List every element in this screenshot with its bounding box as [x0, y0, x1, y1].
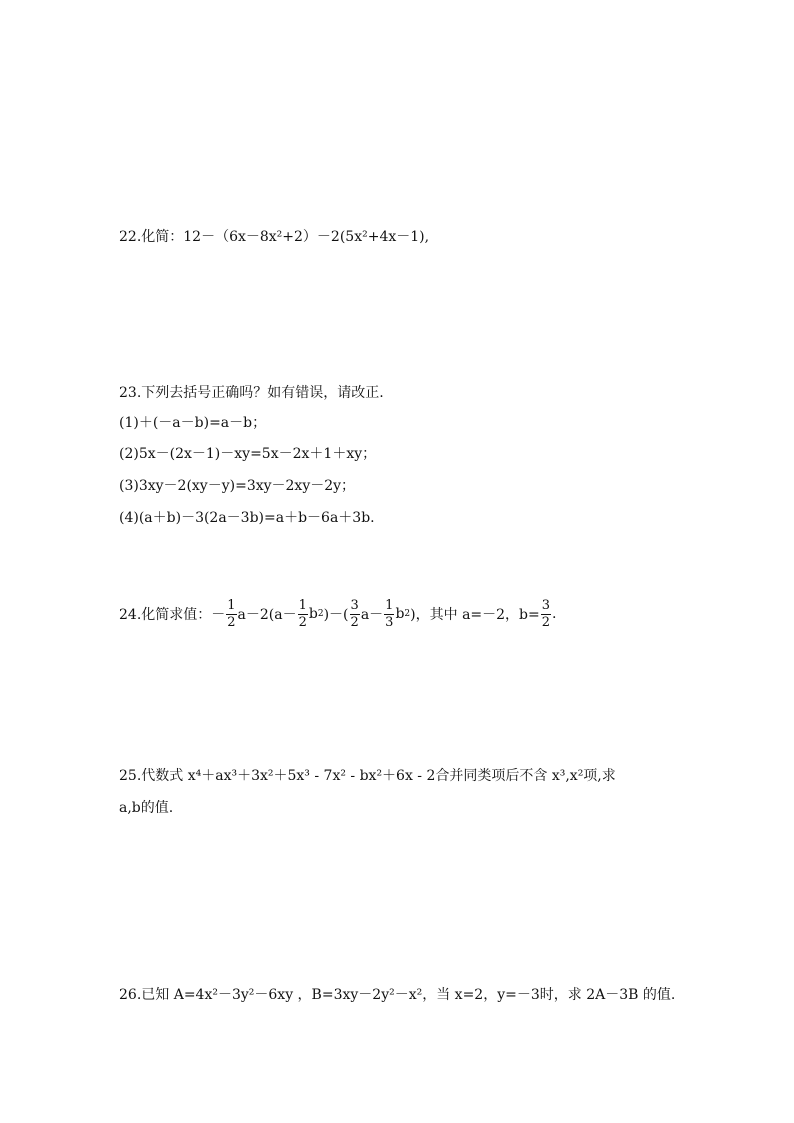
fraction-numerator: 1: [298, 597, 307, 613]
fraction-3-2: [350, 598, 360, 631]
q24-segment: b: [308, 606, 318, 622]
q24-segment: )，其中 a=－2，b=: [410, 607, 540, 623]
fraction-1-2: [298, 598, 308, 631]
question-23-title: 23.下列去括号正确吗？如有错误，请改正.: [119, 385, 384, 401]
fraction-denominator: 2: [298, 614, 307, 630]
fraction-numerator: 1: [227, 597, 236, 613]
question-25-line-1: 25.代数式 x⁴＋ax³＋3x²＋5x³ - 7x² - bx²＋6x - 2合并同类项后不含 x³,x²项,求: [119, 768, 616, 784]
fraction-numerator: 3: [350, 597, 359, 613]
fraction-denominator: 2: [350, 614, 359, 630]
fraction-numerator: 1: [385, 597, 394, 613]
q24-segment: a－2(a－: [237, 607, 297, 623]
fraction-denominator: 2: [541, 614, 551, 630]
question-23-item-1: (1)＋(－a－b)=a－b；: [119, 415, 267, 431]
fraction-3-2: [541, 598, 551, 631]
q24-end: .: [552, 606, 557, 622]
fraction-numerator: 3: [541, 597, 551, 613]
fraction-denominator: 2: [227, 614, 236, 630]
question-25-line-2: a,b的值.: [119, 800, 174, 816]
question-22: 22.化简：12－（6x－8x²+2）－2(5x²+4x－1),: [119, 229, 430, 245]
fraction-1-2: [226, 598, 236, 631]
question-23-item-3: (3)3xy－2(xy－y)=3xy－2xy－2y；: [119, 478, 356, 494]
fraction-denominator: 3: [385, 614, 394, 630]
q24-prefix: 24.化简求值：－: [119, 607, 226, 623]
question-23-item-4: (4)(a＋b)－3(2a－3b)=a＋b－6a＋3b.: [119, 510, 375, 526]
q24-segment: a－: [360, 607, 384, 623]
q24-segment: )－(: [323, 607, 349, 623]
question-26: 26.已知 A=4x²－3y²－6xy ，B=3xy－2y²－x²，当 x=2，y=－3时，求 2A－3B 的值.: [119, 987, 676, 1003]
q24-segment: b: [395, 606, 405, 622]
fraction-1-3: [384, 598, 394, 631]
question-23-item-2: (2)5x－(2x－1)－xy=5x－2x＋1＋xy；: [119, 446, 377, 462]
question-24: 24.化简求值：－ $\frac{1}{2}$ a－2(a－ $\frac{1}{2}$ b 2 )－( $\frac{3}{2}$ a－ $\frac{1}{3}$ b 2 )，其中 a=－2，b= $\frac{3}{2}$ .: [119, 597, 557, 630]
